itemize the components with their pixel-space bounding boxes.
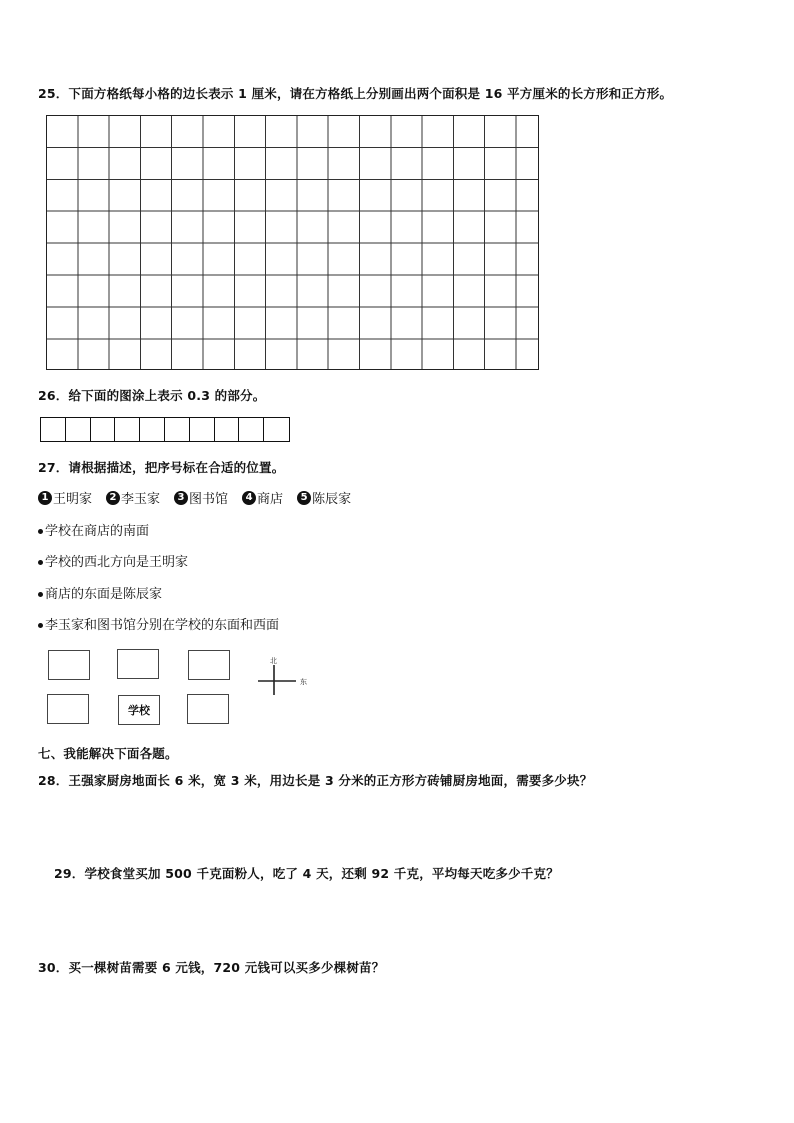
- strip-cell[interactable]: [41, 418, 66, 441]
- clue-4: 李玉家和图书馆分别在学校的东面和西面: [38, 614, 279, 633]
- question-26: 26．给下面的图涂上表示 0.3 的部分。: [38, 388, 266, 403]
- strip-cell[interactable]: [190, 418, 215, 441]
- map-box-top-left[interactable]: [48, 650, 90, 680]
- clue-3: 商店的东面是陈辰家: [38, 583, 162, 602]
- option-label: 王明家: [53, 492, 93, 507]
- strip-cell[interactable]: [165, 418, 190, 441]
- option-1: [38, 488, 92, 507]
- bullet-icon: [38, 592, 43, 597]
- bullet-icon: [38, 529, 43, 534]
- school-box: 学校: [118, 695, 160, 725]
- question-29: 29．学校食堂买加 500 千克面粉人，吃了 4 天，还剩 92 千克，平均每天吃多少千克？: [54, 866, 559, 881]
- section-7-title: 七、我能解决下面各题。: [38, 746, 178, 761]
- strip-cell[interactable]: [91, 418, 116, 441]
- option-label: 李玉家: [121, 492, 161, 507]
- fraction-strip: [40, 417, 290, 442]
- question-28: 28．王强家厨房地面长 6 米，宽 3 米，用边长是 3 分米的正方形方砖铺厨房地面，需要多少块？: [38, 773, 593, 788]
- option-3: [174, 488, 228, 507]
- option-4: [242, 488, 283, 507]
- map-box-top-middle[interactable]: [117, 649, 159, 679]
- map-box-bottom-right[interactable]: [187, 694, 229, 724]
- map-box-bottom-left[interactable]: [47, 694, 89, 724]
- east-label: 东: [300, 678, 307, 686]
- strip-cell[interactable]: [66, 418, 91, 441]
- grid-border: [46, 115, 539, 370]
- location-options: [38, 488, 351, 507]
- option-label: 商店: [257, 492, 284, 507]
- option-label: 图书馆: [189, 492, 229, 507]
- question-30: 30．买一棵树苗需要 6 元钱，720 元钱可以买多少棵树苗？: [38, 960, 385, 975]
- strip-cell[interactable]: [239, 418, 264, 441]
- question-27: 27．请根据描述，把序号标在合适的位置。: [38, 460, 285, 475]
- number-circle: 1: [38, 491, 52, 505]
- number-circle: 5: [297, 491, 311, 505]
- option-label: 陈辰家: [312, 492, 352, 507]
- option-5: [297, 488, 351, 507]
- compass-icon: [256, 655, 310, 699]
- option-2: [106, 488, 160, 507]
- question-25: 25．下面方格纸每小格的边长表示 1 厘米，请在方格纸上分别画出两个面积是 16 平方厘米的长方形和正方形。: [38, 86, 673, 101]
- bullet-icon: [38, 560, 43, 565]
- number-circle: 3: [174, 491, 188, 505]
- clue-1: 学校在商店的南面: [38, 520, 149, 539]
- north-label: 北: [270, 657, 277, 665]
- number-circle: 4: [242, 491, 256, 505]
- strip-cell[interactable]: [215, 418, 240, 441]
- strip-cell[interactable]: [264, 418, 289, 441]
- map-box-top-right[interactable]: [188, 650, 230, 680]
- number-circle: 2: [106, 491, 120, 505]
- bullet-icon: [38, 623, 43, 628]
- clue-2: 学校的西北方向是王明家: [38, 551, 188, 570]
- strip-cell[interactable]: [140, 418, 165, 441]
- strip-cell[interactable]: [115, 418, 140, 441]
